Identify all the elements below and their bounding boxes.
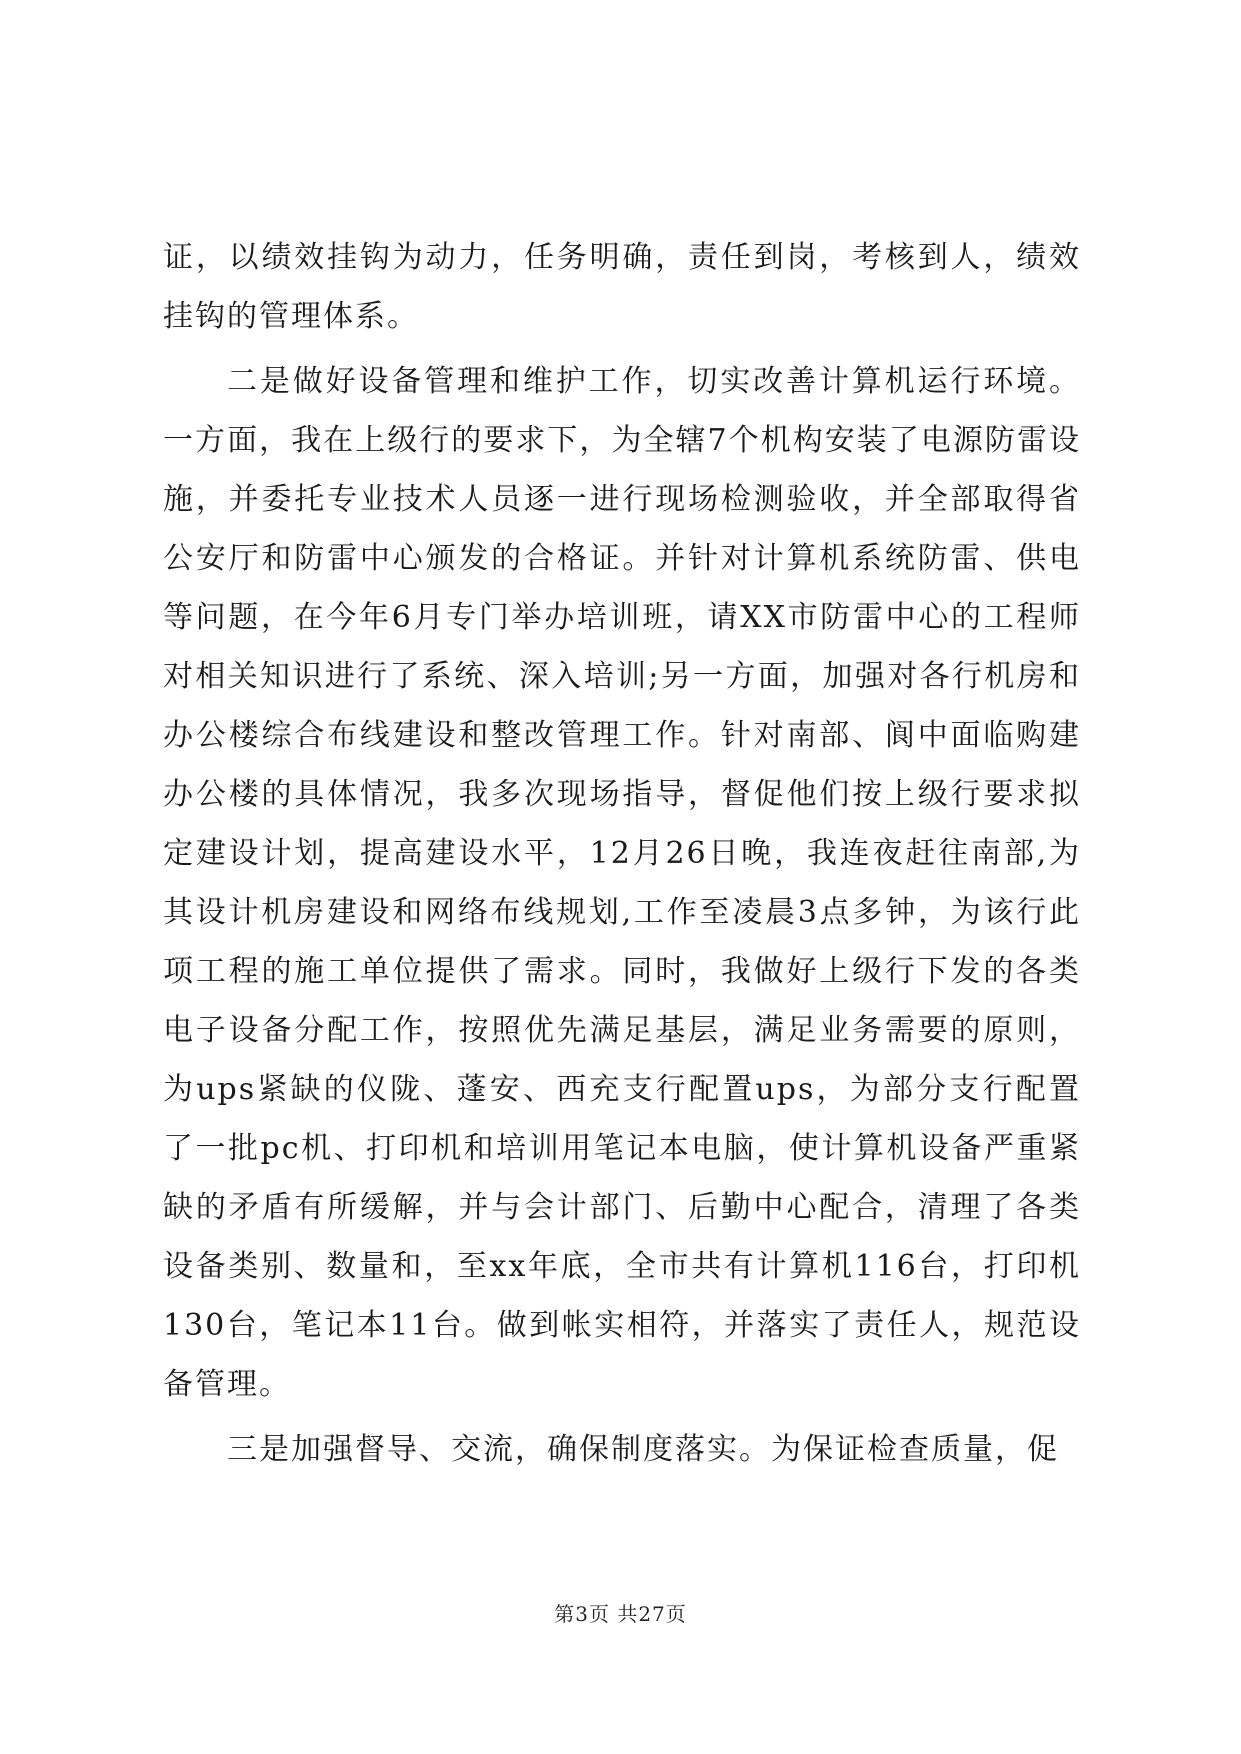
page-footer: 第3页 共27页	[554, 1602, 687, 1626]
paragraph-2: 二是做好设备管理和维护工作，切实改善计算机运行环境。一方面，我在上级行的要求下，为全辖7个机构安装了电源防雷设施，并委托专业技术人员逐一进行现场检测验收，并全部取得省公安厅和防雷中心颁发的合格证。并针对计算机系统防雷、供电等问题，在今年6月专门举办培训班，请XX市防雷中心的工程师对相关知识进行了系统、深入培训;另一方面，加强对各行机房和办公楼综合布线建设和整改管理工作。针对南部、阆中面临购建办公楼的具体情况，我多次现场指导，督促他们按上级行要求拟定建设计划，提高建设水平，12月26日晚，我连夜赶往南部,为其设计机房建设和网络布线规划,工作至凌晨3点多钟，为该行此项工程的施工单位提供了需求。同时，我做好上级行下发的各类电子设备分配工作，按照优先满足基层，满足业务需要的原则，为ups紧缺的仪陇、蓬安、西充支行配置ups，为部分支行配置了一批pc机、打印机和培训用笔记本电脑，使计算机设备严重紧缺的矛盾有所缓解，并与会计部门、后勤中心配合，清理了各类设备类别、数量和，至xx年底，全市共有计算机116台，打印机130台，笔记本11台。做到帐实相符，并落实了责任人，规范设备管理。	[163, 364, 1081, 1402]
paragraph-3: 三是加强督导、交流，确保制度落实。为保证检查质量，促	[227, 1432, 1059, 1467]
document-body	[163, 228, 1081, 1479]
paragraph-1: 证，以绩效挂钩为动力，任务明确，责任到岗，考核到人，绩效挂钩的管理体系。	[163, 240, 1081, 334]
